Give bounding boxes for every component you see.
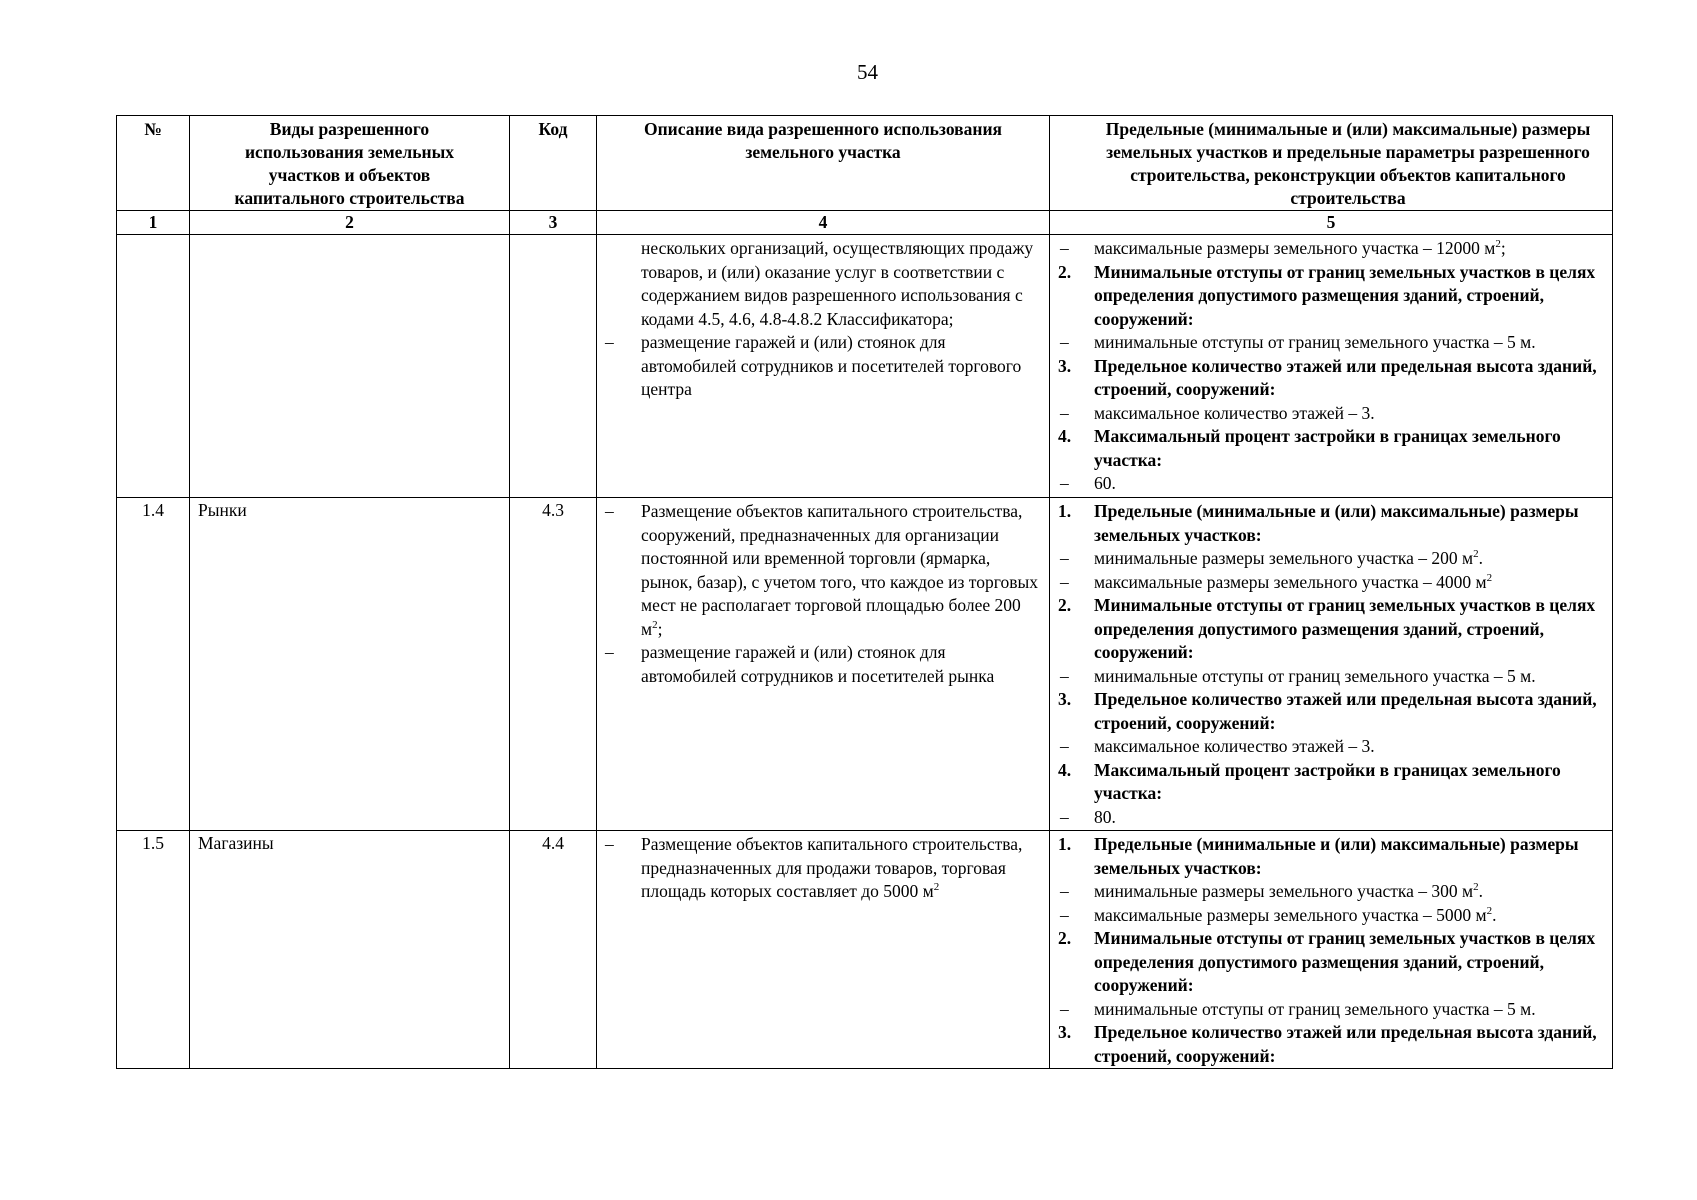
list-marker: – xyxy=(605,332,614,352)
parameter-item xyxy=(1058,759,1606,806)
list-marker: 4. xyxy=(1058,426,1072,446)
table-row xyxy=(117,831,1613,1069)
description-item xyxy=(605,500,1043,641)
superscript: 2 xyxy=(1486,571,1493,584)
parameter-item xyxy=(1058,237,1606,261)
superscript: 2 xyxy=(1473,548,1479,561)
superscript: 2 xyxy=(652,618,658,631)
use-type-cell: Магазины xyxy=(190,831,510,1069)
parameter-item xyxy=(1058,547,1606,571)
parameter-text: максимальное количество этажей – 3. xyxy=(1094,736,1375,756)
parameter-item xyxy=(1058,402,1606,426)
parameter-text: максимальные размеры земельного участка – 4000 $м^2$ xyxy=(1094,571,1493,592)
code-cell xyxy=(510,235,597,498)
parameter-text: минимальные размеры земельного участка – 300 $м^2$. xyxy=(1094,881,1483,901)
description-item xyxy=(605,237,1043,331)
parameter-item xyxy=(1058,500,1606,547)
description-text: нескольких организаций, осуществляющих продажу товаров, и (или) оказание услуг в соответствии с содержанием видов разрешенного использования с кодами 4.5, 4.6, 4.8-4.8.2 Классификатора; xyxy=(641,238,1034,329)
parameter-text: минимальные отступы от границ земельного участка – 5 м. xyxy=(1094,998,1536,1019)
table-body xyxy=(117,235,1613,1069)
parameter-text: Максимальный процент застройки в границах земельного участка: xyxy=(1094,426,1561,470)
description-cell xyxy=(597,498,1050,831)
list-marker: 3. xyxy=(1058,689,1072,709)
list-marker: – xyxy=(1060,332,1069,352)
table-row xyxy=(117,498,1613,831)
description-text: размещение гаражей и (или) стоянок для автомобилей сотрудников и посетителей рынка xyxy=(641,642,995,686)
parameter-text: Предельное количество этажей или предельная высота зданий, строений, сооружений: xyxy=(1094,355,1597,399)
parameter-text: Минимальные отступы от границ земельных участков в целях определения допустимого размещения зданий, строений, сооружений: xyxy=(1094,928,1596,995)
parameter-text: Предельные (минимальные и (или) максимальные) размеры земельных участков: xyxy=(1094,501,1579,545)
list-marker: 3. xyxy=(1058,1022,1072,1042)
parameter-text: Предельные (минимальные и (или) максимальные) размеры земельных участков: xyxy=(1094,834,1579,878)
description-text: Размещение объектов капитального строительства, сооружений, предназначенных для организации постоянной или временной торговли (ярмарка, рынок, базар), с учетом того, что каждое из торговых мест не располагает торговой площадью более 200 $м^2$; xyxy=(641,501,1038,639)
description-item xyxy=(605,833,1043,904)
list-marker xyxy=(605,237,641,331)
column-number: 1 xyxy=(117,211,190,235)
header-parameters: Предельные (минимальные и (или) максимальные) размеры земельных участков и предельные параметры разрешенного строительства, реконструкции объектов капитального строительства xyxy=(1050,116,1613,211)
list-marker: – xyxy=(1060,806,1069,827)
parameter-text: Максимальный процент застройки в границах земельного участка: xyxy=(1094,759,1561,803)
row-number xyxy=(117,235,190,498)
list-marker: – xyxy=(1060,904,1069,925)
parameter-item xyxy=(1058,331,1606,355)
parameters-cell xyxy=(1050,235,1613,498)
list-marker: 2. xyxy=(1058,928,1072,948)
list-marker: – xyxy=(1060,402,1069,423)
row-number: 1.4 xyxy=(117,498,190,831)
parameter-item xyxy=(1058,688,1606,735)
description-cell xyxy=(597,235,1050,498)
list-marker: – xyxy=(1060,548,1069,568)
parameter-text: максимальное количество этажей – 3. xyxy=(1094,402,1375,423)
list-marker: 2. xyxy=(1058,595,1072,615)
list-marker: – xyxy=(1060,238,1069,258)
parameter-item xyxy=(1058,472,1606,496)
parameter-text: максимальные размеры земельного участка – 5000 $м^2$. xyxy=(1094,904,1497,925)
row-number: 1.5 xyxy=(117,831,190,1069)
list-marker: – xyxy=(1060,998,1069,1019)
column-number: 5 xyxy=(1050,211,1613,235)
parameter-item xyxy=(1058,806,1606,830)
list-marker: – xyxy=(1060,736,1069,756)
parameter-text: Минимальные отступы от границ земельных участков в целях определения допустимого размещения зданий, строений, сооружений: xyxy=(1094,595,1596,662)
parameter-text: Предельное количество этажей или предельная высота зданий, строений, сооружений: xyxy=(1094,689,1597,733)
description-text: размещение гаражей и (или) стоянок для автомобилей сотрудников и посетителей торгового центра xyxy=(641,332,1022,399)
header-use-type: Виды разрешенного использования земельных участков и объектов капитального строительства xyxy=(190,116,510,211)
superscript: 2 xyxy=(1486,904,1493,917)
parameter-item xyxy=(1058,665,1606,689)
parameters-cell xyxy=(1050,831,1613,1069)
column-number: 4 xyxy=(597,211,1050,235)
list-marker: – xyxy=(605,642,614,662)
superscript: 2 xyxy=(1495,238,1501,251)
description-cell xyxy=(597,831,1050,1069)
description-item xyxy=(605,331,1043,402)
list-marker: 1. xyxy=(1058,834,1072,854)
parameter-text: Минимальные отступы от границ земельных участков в целях определения допустимого размещения зданий, строений, сооружений: xyxy=(1094,261,1596,329)
superscript: 2 xyxy=(933,881,940,894)
parameter-text: максимальные размеры земельного участка – 12000 $м^2$; xyxy=(1094,238,1506,258)
parameter-text: 80. xyxy=(1094,806,1116,827)
parameter-item xyxy=(1058,927,1606,998)
list-marker: 3. xyxy=(1058,355,1072,376)
page-number: 54 xyxy=(857,60,878,84)
parameter-item xyxy=(1058,904,1606,928)
parameter-text: минимальные отступы от границ земельного участка – 5 м. xyxy=(1094,665,1536,686)
parameter-text: Предельное количество этажей или предельная высота зданий, строений, сооружений: xyxy=(1094,1022,1597,1066)
parameter-item xyxy=(1058,355,1606,402)
parameter-item xyxy=(1058,571,1606,595)
list-marker: – xyxy=(1060,473,1069,493)
column-number: 3 xyxy=(510,211,597,235)
parameter-item xyxy=(1058,261,1606,332)
table-row xyxy=(117,235,1613,498)
header-number: № xyxy=(117,116,190,211)
land-use-table xyxy=(116,115,1613,1069)
parameter-item xyxy=(1058,833,1606,880)
use-type-cell: Рынки xyxy=(190,498,510,831)
list-marker: – xyxy=(1060,571,1069,592)
parameter-item xyxy=(1058,735,1606,759)
column-number: 2 xyxy=(190,211,510,235)
parameter-text: минимальные размеры земельного участка – 200 $м^2$. xyxy=(1094,548,1483,568)
parameter-item xyxy=(1058,594,1606,665)
description-item xyxy=(605,641,1043,688)
parameter-item xyxy=(1058,998,1606,1022)
table-header-row xyxy=(117,116,1613,211)
use-type-cell xyxy=(190,235,510,498)
list-marker: 1. xyxy=(1058,501,1072,521)
header-code: Код xyxy=(510,116,597,211)
parameters-cell xyxy=(1050,498,1613,831)
list-marker: – xyxy=(1060,665,1069,686)
code-cell: 4.3 xyxy=(510,498,597,831)
parameter-item xyxy=(1058,425,1606,472)
code-cell: 4.4 xyxy=(510,831,597,1069)
parameter-text: минимальные отступы от границ земельного участка – 5 м. xyxy=(1094,332,1536,352)
description-text: Размещение объектов капитального строительства, предназначенных для продажи товаров, торговая площадь которых составляет до 5000 $м^2$ xyxy=(641,834,1023,901)
list-marker: 4. xyxy=(1058,759,1072,780)
list-marker: – xyxy=(605,834,614,854)
list-marker: – xyxy=(605,501,614,521)
parameter-text: 60. xyxy=(1094,473,1116,493)
parameter-item xyxy=(1058,1021,1606,1068)
parameter-item xyxy=(1058,880,1606,904)
header-description: Описание вида разрешенного использования земельного участка xyxy=(597,116,1050,211)
list-marker: – xyxy=(1060,881,1069,901)
column-number-row xyxy=(117,211,1613,235)
list-marker: 2. xyxy=(1058,261,1072,282)
superscript: 2 xyxy=(1473,881,1479,894)
